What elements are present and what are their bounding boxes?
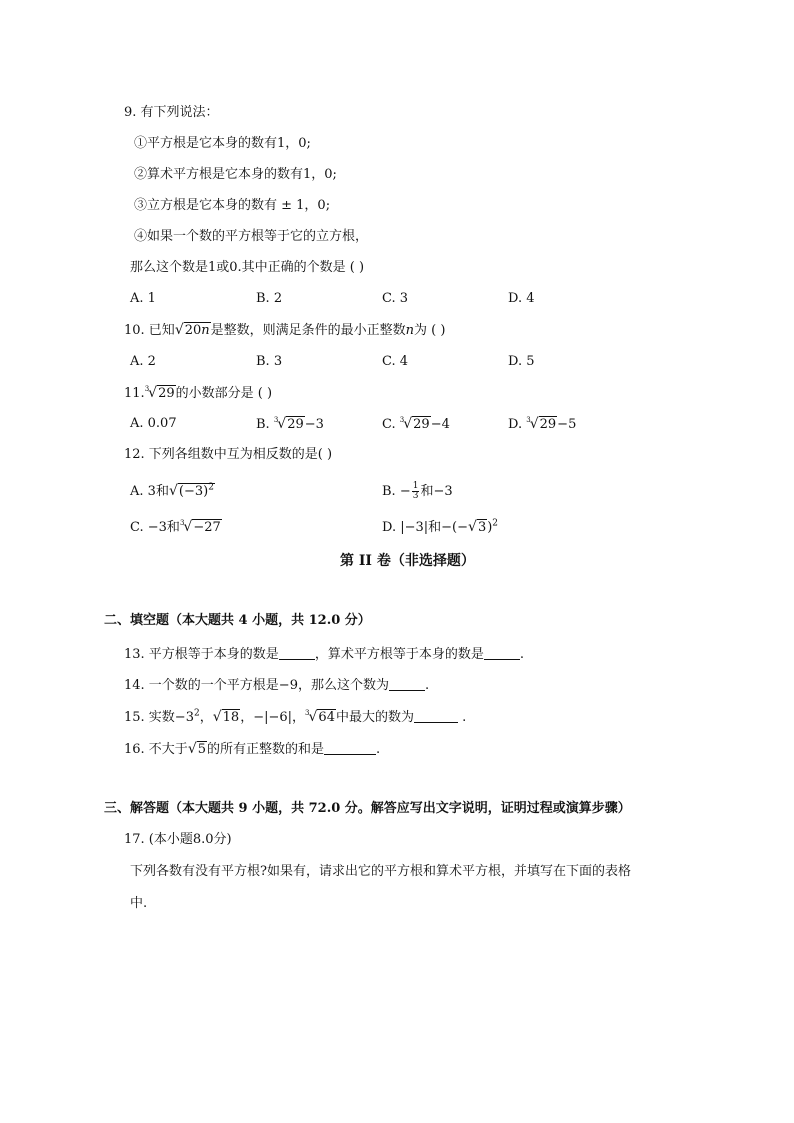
q10-option-a: A. 2 [130, 354, 156, 369]
section-two-heading: 二、填空题（本大题共 4 小题，共 12.0 分） [104, 613, 371, 628]
answer-blank[interactable] [324, 742, 376, 755]
q17-title: 17. (本小题8.0分) [124, 832, 232, 847]
q11-stem: 11.$^3$√29的小数部分是 ( ) [124, 385, 273, 401]
q9-option-c: C. 3 [382, 291, 409, 306]
q11-option-c: C. $^3$√29−4 [382, 416, 450, 432]
q10-option-c: C. 4 [382, 354, 409, 369]
q9-option-a: A. 1 [130, 291, 156, 306]
q12-stem: 12. 下列各组数中互为相反数的是( ) [124, 447, 333, 462]
q11-option-d: D. $^3$√29−5 [508, 416, 577, 432]
q9-option-d: D. 4 [508, 291, 535, 306]
q17-text-line-2: 中. [130, 896, 148, 911]
section-three-heading: 三、解答题（本大题共 9 小题，共 72.0 分。解答应写出文字说明，证明过程或演算步骤） [104, 801, 631, 816]
q11-option-b: B. $^3$√29−3 [256, 416, 324, 432]
q12-option-b: B. − $\frac{1}{3}$ 和−3 [382, 481, 453, 501]
q15: 15. 实数$-3^2$，√18，−|−6|，$^3$√64中最大的数为 . [124, 708, 467, 725]
q12-option-d: D. |−3|和$-(-√3)^2$ [382, 518, 499, 535]
q9-statement-1: ①平方根是它本身的数有1，0; [134, 136, 311, 151]
q9-statement-5: 那么这个数是1或0.其中正确的个数是 ( ) [130, 260, 365, 275]
q11-option-a: A. 0.07 [130, 416, 177, 431]
q9-statement-3: ③立方根是它本身的数有 ± 1，0; [134, 198, 331, 213]
sqrt-expression: √20n [174, 322, 210, 338]
q14: 14. 一个数的一个平方根是−9，那么这个数为 . [124, 678, 430, 693]
part-two-title: 第 II 卷（非选择题） [340, 553, 475, 569]
q9-statement-4: ④如果一个数的平方根等于它的立方根， [134, 229, 369, 244]
q13: 13. 平方根等于本身的数是 ，算术平方根等于本身的数是 . [124, 647, 524, 662]
cube-root-expression: $^3$√29 [144, 385, 175, 401]
answer-blank[interactable] [279, 647, 315, 660]
q9-statement-2: ②算术平方根是它本身的数有1，0; [134, 167, 337, 182]
q9-stem: 9. 有下列说法： [124, 105, 219, 120]
q9-option-b: B. 2 [256, 291, 283, 306]
q10-option-d: D. 5 [508, 354, 535, 369]
q17-text-line-1: 下列各数有没有平方根?如果有，请求出它的平方根和算术平方根，并填写在下面的表格 [130, 864, 631, 879]
answer-blank[interactable] [414, 710, 458, 723]
q16: 16. 不大于√5的所有正整数的和是 . [124, 741, 381, 757]
q12-option-a: A. 3和$√(-3)^2$ [130, 482, 214, 499]
q10-stem: 10. 已知√20n是整数，则满足条件的最小正整数n为 ( ) [124, 322, 446, 338]
answer-blank[interactable] [389, 678, 425, 691]
q10-option-b: B. 3 [256, 354, 283, 369]
answer-blank[interactable] [484, 647, 520, 660]
q12-option-c: C. −3和$^3$√−27 [130, 519, 221, 535]
